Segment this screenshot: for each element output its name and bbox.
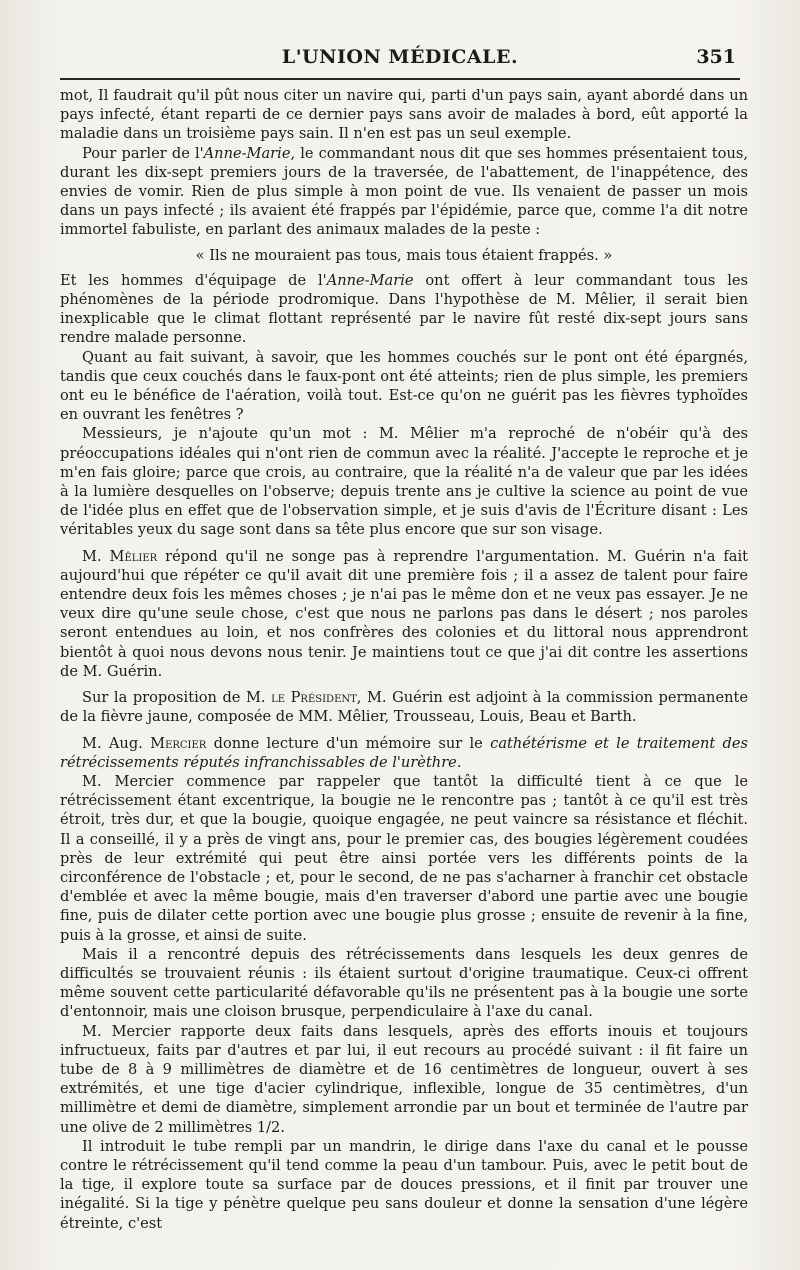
- header-rule: [60, 78, 740, 80]
- paragraph-text: Sur la proposition de M.: [82, 689, 272, 707]
- paragraph: M. Mercier commence par rappeler que tantôt la difficulté tient à ce que le rétrécissement étant excentrique, la bougie ne le rencontre pas ; tantôt à ce qu'il est très étroit, très dur, et que la bougie, quoique engagée, ne peut vaincre sa résistance et fléchit. Il a conseillé, il y a près de vingt ans, pour le premier cas, des bougies légèrement coudées près de leur extrémité qui peut être ainsi portée vers les différents points de la circonférence de l'obstacle ; et, pour le second, de ne pas s'acharner à franchir cet obstacle d'emblée et avec la même bougie, mais d'en traverser d'abord une partie avec une bougie fine, puis de dilater cette portion avec une bougie plus grosse ; ensuite de revenir à la fine, puis à la grosse, et ainsi de suite.: [60, 772, 748, 944]
- speaker-name: M. Mêlier: [82, 547, 158, 565]
- memoir-title: cathétérisme et le traitement des rétrécissements réputés infranchissables de l'urèthre.: [60, 734, 748, 771]
- paragraph: M. Mercier rapporte deux faits dans lesquels, après des efforts inouis et toujours infructueux, faits par d'autres et par lui, il eut recours au procédé suivant : il fit faire un tube de 8 à 9 millimètres de diamètre et de 16 centimètres de longueur, ouvert à ses extrémités, et une tige d'acier cylindrique, inflexible, longue de 35 centimètres, d'un millimètre et demi de diamètre, simplement arrondie par un bout et terminée de l'autre par une olive de 2 millimètres 1/2.: [60, 1022, 748, 1136]
- paragraph-text: , M. Guérin est adjoint à la commission permanente de la fièvre jaune, composée de MM. Mêlier, Trousseau, Louis, Beau et Barth.: [60, 689, 748, 726]
- paragraph: [60, 271, 748, 348]
- article-body: [60, 86, 748, 1233]
- speaker-name: le Président: [271, 689, 357, 707]
- page-number: 351: [696, 46, 736, 68]
- paragraph: Mais il a rencontré depuis des rétrécissements dans lesquels les deux genres de difficultés se trouvaient réunis : ils étaient surtout d'origine traumatique. Ceux-ci offrent même souvent cette particularité défavorable qu'ils ne présentent pas à la bougie une sorte d'entonnoir, mais une cloison brusque, perpendiculaire à l'axe du canal.: [60, 945, 748, 1021]
- paragraph: [60, 734, 748, 772]
- speaker-name: Mercier: [150, 734, 207, 752]
- paragraph-text: mot, Il faudrait qu'il pût nous citer un navire qui, parti d'un pays sain, ayant abordé dans un pays infecté, étant reparti de ce dernier pays sans avoir de malades à bord, eût apporté la maladie dans un troisième pays sain. Il n'en est pas un seul exemple.: [60, 87, 748, 143]
- paragraph: [60, 86, 748, 144]
- paragraph-text: répond qu'il ne songe pas à reprendre l'argumentation. M. Guérin n'a fait aujourd'hui que répéter ce qu'il avait dit une première fois ; il a assez de talent pour faire entendre deux fois les mêmes choses ; je n'ai pas le même don et ne veux pas essayer. Je ne veux dire qu'une seule chose, c'est que nous ne parlons pas dans le désert ; nos paroles seront entendues au loin, et nos confrères des colonies et du littoral nous apprendront bientôt à quoi nous devons nous tenir. Je maintiens tout ce que j'ai dit contre les assertions de M. Guérin.: [60, 547, 748, 680]
- paragraph: Il introduit le tube rempli par un mandrin, le dirige dans l'axe du canal et le pousse contre le rétrécissement qu'il tend comme la peau d'un tambour. Puis, avec le petit bout de la tige, il explore toute sa surface par de douces pressions, et il finit par trouver une inégalité. Si la tige y pénètre quelque peu sans douleur et donne la sensation d'une légère étreinte, c'est: [60, 1137, 748, 1232]
- paragraph-text: Pour parler de l': [82, 144, 204, 162]
- paragraph-text: ont offert à leur commandant tous les phénomènes de la période prodromique. Dans l'hypothèse de M. Mêlier, il serait bien inexplicable que le climat flottant représenté par le navire fût resté dix-sept jours sans rendre malade personne.: [60, 271, 748, 347]
- paragraph-text: Et les hommes d'équipage de l': [60, 271, 327, 289]
- paragraph-text: donne lecture d'un mémoire sur le: [206, 734, 491, 752]
- page-header: [60, 44, 740, 76]
- ship-name: Anne-Marie: [326, 271, 414, 289]
- running-title: L'UNION MÉDICALE.: [281, 46, 519, 68]
- ship-name: Anne-Marie: [203, 144, 291, 162]
- paragraph-text: M. Aug.: [82, 734, 151, 752]
- paragraph: [60, 688, 748, 726]
- paragraph: Messieurs, je n'ajoute qu'un mot : M. Mêlier m'a reproché de n'obéir qu'à des préoccupations idéales qui n'ont rien de commun avec la réalité. J'accepte le reproche et je m'en fais gloire; parce que crois, au contraire, que la réalité n'a de valeur que par les idées à la lumière desquelles on l'observe; depuis trente ans je cultive la science au point de vue de l'idée plus en effet que de l'observation simple, et je suis d'avis de l'Écriture disant : Les véritables yeux du sage sont dans sa tête plus encore que sur son visage.: [60, 425, 748, 539]
- quotation: « Ils ne mouraient pas tous, mais tous étaient frappés. »: [195, 246, 613, 264]
- paragraph: [60, 547, 748, 681]
- paragraph-text: , le commandant nous dit que ses hommes présentaient tous, durant les dix-sept premiers jours de la traversée, de l'abattement, de l'inappétence, des envies de vomir. Rien de plus simple à mon point de vue. Ils venaient de passer un mois dans un pays infecté ; ils avaient été frappés par l'épidémie, parce que, comme l'a dit notre immortel fabuliste, en parlant des animaux malades de la peste :: [60, 144, 748, 239]
- paragraph: [60, 144, 748, 240]
- paragraph: Quant au fait suivant, à savoir, que les hommes couchés sur le pont ont été épargnés, tandis que ceux couchés dans le faux-pont ont été atteints; rien de plus simple, les premiers ont eu le bénéfice de l'aération, voilà tout. Est-ce qu'on ne guérit pas les fièvres typhoïdes en ouvrant les fenêtres ?: [60, 348, 748, 424]
